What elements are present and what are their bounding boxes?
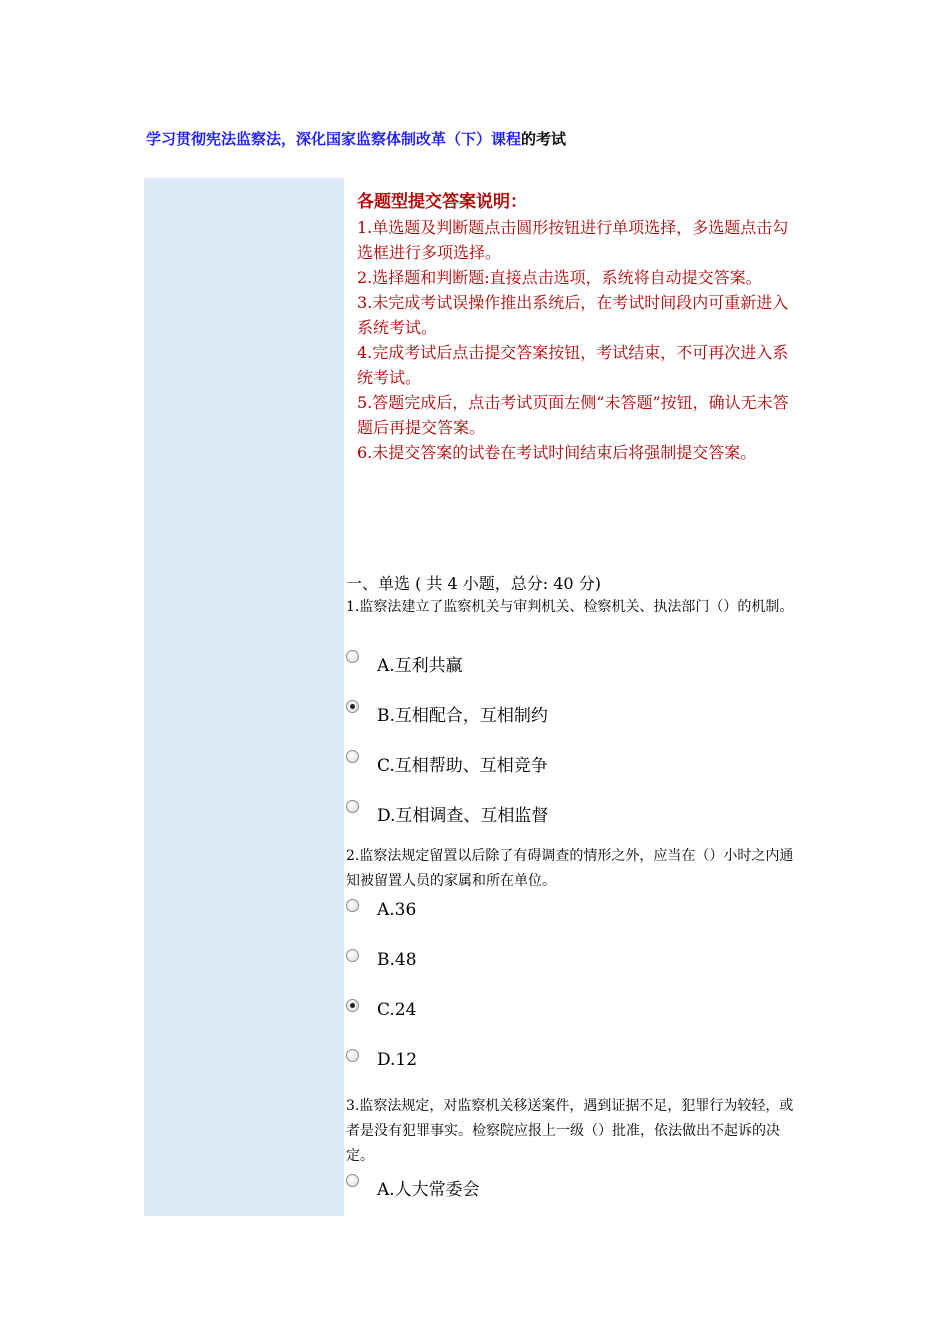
instruction-item: 6.未提交答案的试卷在考试时间结束后将强制提交答案。 — [357, 443, 757, 462]
left-sidebar — [144, 178, 344, 1216]
page-title — [146, 128, 566, 149]
radio-button-icon[interactable] — [346, 1174, 359, 1187]
option-label: C.互相帮助、互相竞争 — [377, 756, 548, 776]
radio-button-icon[interactable] — [346, 999, 359, 1012]
radio-button-icon[interactable] — [346, 949, 359, 962]
instruction-item: 5.答题完成后，点击考试页面左侧“未答题”按钮，确认无未答题后再提交答案。 — [357, 393, 789, 437]
main-content — [346, 178, 806, 465]
instructions-title: 各题型提交答案说明： — [357, 192, 527, 212]
course-title-link[interactable]: 学习贯彻宪法监察法，深化国家监察体制改革（下）课程 — [146, 130, 522, 148]
radio-button-icon[interactable] — [346, 800, 359, 813]
instructions-panel — [346, 178, 806, 465]
radio-button-icon[interactable] — [346, 700, 359, 713]
radio-button-icon[interactable] — [346, 1049, 359, 1062]
radio-button-icon[interactable] — [346, 899, 359, 912]
instruction-item: 4.完成考试后点击提交答案按钮，考试结束，不可再次进入系统考试。 — [357, 343, 789, 387]
option-label: C.24 — [377, 1000, 417, 1020]
question-text: 3.监察法规定，对监察机关移送案件，遇到证据不足，犯罪行为较轻，或者是没有犯罪事实。检察院应报上一级（）批准，依法做出不起诉的决定。 — [346, 1098, 794, 1164]
option-label: D.互相调查、互相监督 — [377, 806, 549, 826]
instruction-item: 1.单选题及判断题点击圆形按钮进行单项选择，多选题点击勾选框进行多项选择。 — [357, 218, 789, 262]
title-suffix: 的考试 — [521, 130, 567, 148]
option-label: B.互相配合，互相制约 — [377, 706, 548, 726]
instruction-item: 2.选择题和判断题:直接点击选项，系统将自动提交答案。 — [357, 268, 762, 287]
option-label: A.36 — [377, 900, 417, 920]
option-label: D.12 — [377, 1050, 418, 1070]
question-text: 2.监察法规定留置以后除了有碍调查的情形之外，应当在（）小时之内通知被留置人员的家属和所在单位。 — [346, 848, 794, 889]
option-label: A.互利共赢 — [377, 656, 463, 676]
question-text: 1.监察法建立了监察机关与审判机关、检察机关、执法部门（）的机制。 — [346, 599, 794, 615]
radio-button-icon[interactable] — [346, 750, 359, 763]
radio-button-icon[interactable] — [346, 650, 359, 663]
section-title: 一、单选 ( 共 4 小题，总分: 40 分) — [346, 574, 601, 593]
option-label: A.人大常委会 — [377, 1180, 480, 1200]
option-label: B.48 — [377, 950, 417, 970]
instruction-item: 3.未完成考试误操作推出系统后，在考试时间段内可重新进入系统考试。 — [357, 293, 789, 337]
